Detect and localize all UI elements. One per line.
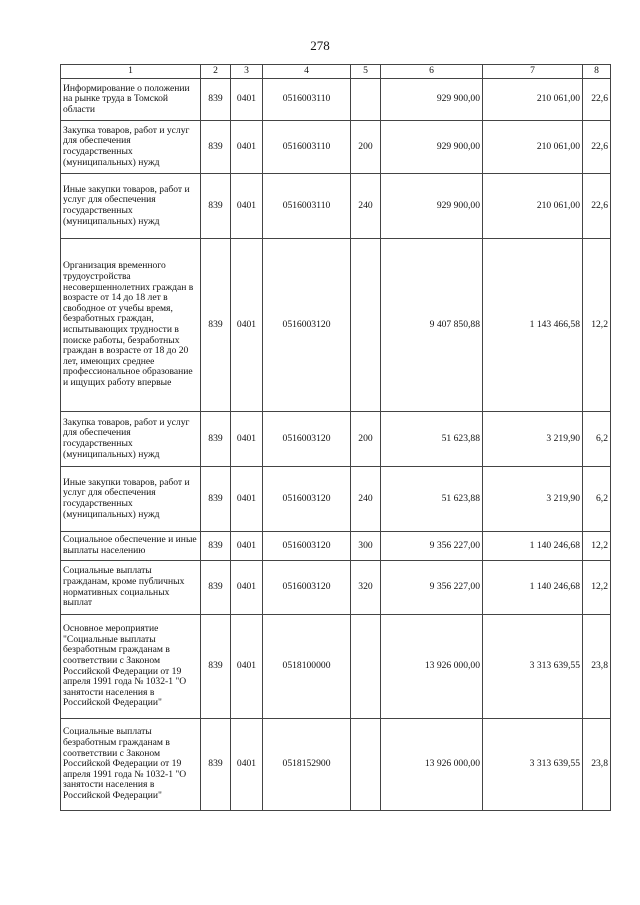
cell-expense-type <box>351 79 381 121</box>
cell-target-article: 0516003120 <box>263 412 351 467</box>
cell-expense-type <box>351 239 381 412</box>
cell-target-article: 0516003110 <box>263 174 351 239</box>
cell-actual: 3 219,90 <box>483 412 583 467</box>
header-cell: 6 <box>381 65 483 79</box>
cell-actual: 210 061,00 <box>483 121 583 174</box>
header-cell: 4 <box>263 65 351 79</box>
cell-section: 0401 <box>231 561 263 615</box>
table-row <box>61 615 611 719</box>
cell-percent: 22,6 <box>583 79 611 121</box>
header-cell: 1 <box>61 65 201 79</box>
cell-actual: 1 140 246,68 <box>483 532 583 561</box>
cell-target-article: 0518100000 <box>263 615 351 719</box>
header-cell: 5 <box>351 65 381 79</box>
cell-section: 0401 <box>231 174 263 239</box>
cell-ministry: 839 <box>201 615 231 719</box>
header-cell: 7 <box>483 65 583 79</box>
cell-actual: 3 219,90 <box>483 467 583 532</box>
cell-target-article: 0516003110 <box>263 79 351 121</box>
cell-plan: 9 356 227,00 <box>381 532 483 561</box>
table-row <box>61 174 611 239</box>
cell-plan: 13 926 000,00 <box>381 719 483 811</box>
cell-target-article: 0516003120 <box>263 467 351 532</box>
cell-section: 0401 <box>231 719 263 811</box>
cell-plan: 9 356 227,00 <box>381 561 483 615</box>
cell-percent: 12,2 <box>583 239 611 412</box>
cell-section: 0401 <box>231 121 263 174</box>
cell-percent: 22,6 <box>583 174 611 239</box>
cell-section: 0401 <box>231 467 263 532</box>
table-row <box>61 532 611 561</box>
cell-target-article: 0516003120 <box>263 561 351 615</box>
table-row <box>61 719 611 811</box>
cell-expense-type: 240 <box>351 467 381 532</box>
cell-ministry: 839 <box>201 79 231 121</box>
row-name: Социальные выплаты гражданам, кроме публичных нормативных социальных выплат <box>61 561 201 615</box>
cell-plan: 13 926 000,00 <box>381 615 483 719</box>
cell-expense-type: 200 <box>351 121 381 174</box>
cell-plan: 929 900,00 <box>381 121 483 174</box>
row-name: Основное мероприятие "Социальные выплаты безработным гражданам в соответствии с Законом Российской Федерации от 19 апреля 1991 года № 1032-1 "О занятости населения в Российской Федерации" <box>61 615 201 719</box>
cell-section: 0401 <box>231 239 263 412</box>
budget-table <box>60 64 611 811</box>
cell-ministry: 839 <box>201 532 231 561</box>
cell-actual: 1 140 246,68 <box>483 561 583 615</box>
header-cell: 8 <box>583 65 611 79</box>
cell-expense-type: 200 <box>351 412 381 467</box>
cell-ministry: 839 <box>201 121 231 174</box>
cell-percent: 23,8 <box>583 615 611 719</box>
cell-target-article: 0516003110 <box>263 121 351 174</box>
cell-target-article: 0516003120 <box>263 532 351 561</box>
table-row <box>61 561 611 615</box>
row-name: Организация временного трудоустройства несовершеннолетних граждан в возрасте от 14 до 18 лет в свободное от учебы время, безработных граждан, испытывающих трудности в поиске работы, безработных граждан в возрасте от 18 до 20 лет, имеющих среднее профессиональное образование и ищущих работу впервые <box>61 239 201 412</box>
cell-expense-type: 300 <box>351 532 381 561</box>
cell-actual: 3 313 639,55 <box>483 719 583 811</box>
header-cell: 3 <box>231 65 263 79</box>
cell-plan: 929 900,00 <box>381 79 483 121</box>
cell-section: 0401 <box>231 79 263 121</box>
cell-ministry: 839 <box>201 467 231 532</box>
header-row <box>61 65 611 79</box>
cell-ministry: 839 <box>201 719 231 811</box>
row-name: Закупка товаров, работ и услуг для обеспечения государственных (муниципальных) нужд <box>61 121 201 174</box>
table-row <box>61 239 611 412</box>
cell-ministry: 839 <box>201 561 231 615</box>
page-number: 278 <box>310 38 330 53</box>
cell-target-article: 0518152900 <box>263 719 351 811</box>
table-row <box>61 121 611 174</box>
row-name: Иные закупки товаров, работ и услуг для обеспечения государственных (муниципальных) нужд <box>61 467 201 532</box>
cell-actual: 1 143 466,58 <box>483 239 583 412</box>
cell-expense-type <box>351 615 381 719</box>
cell-plan: 9 407 850,88 <box>381 239 483 412</box>
table-row <box>61 467 611 532</box>
cell-actual: 3 313 639,55 <box>483 615 583 719</box>
cell-percent: 23,8 <box>583 719 611 811</box>
cell-percent: 6,2 <box>583 412 611 467</box>
cell-section: 0401 <box>231 532 263 561</box>
cell-expense-type: 240 <box>351 174 381 239</box>
cell-ministry: 839 <box>201 239 231 412</box>
cell-expense-type: 320 <box>351 561 381 615</box>
cell-plan: 929 900,00 <box>381 174 483 239</box>
row-name: Информирование о положении на рынке труда в Томской области <box>61 79 201 121</box>
cell-plan: 51 623,88 <box>381 467 483 532</box>
cell-ministry: 839 <box>201 174 231 239</box>
table-row <box>61 79 611 121</box>
table-row <box>61 412 611 467</box>
cell-target-article: 0516003120 <box>263 239 351 412</box>
row-name: Социальное обеспечение и иные выплаты населению <box>61 532 201 561</box>
cell-plan: 51 623,88 <box>381 412 483 467</box>
cell-percent: 12,2 <box>583 561 611 615</box>
cell-actual: 210 061,00 <box>483 174 583 239</box>
cell-section: 0401 <box>231 615 263 719</box>
cell-actual: 210 061,00 <box>483 79 583 121</box>
row-name: Закупка товаров, работ и услуг для обеспечения государственных (муниципальных) нужд <box>61 412 201 467</box>
cell-percent: 6,2 <box>583 467 611 532</box>
cell-expense-type <box>351 719 381 811</box>
cell-percent: 12,2 <box>583 532 611 561</box>
cell-ministry: 839 <box>201 412 231 467</box>
row-name: Социальные выплаты безработным гражданам в соответствии с Законом Российской Федерации от 19 апреля 1991 года № 1032-1 "О занятости населения в Российской Федерации" <box>61 719 201 811</box>
cell-percent: 22,6 <box>583 121 611 174</box>
row-name: Иные закупки товаров, работ и услуг для обеспечения государственных (муниципальных) нужд <box>61 174 201 239</box>
header-cell: 2 <box>201 65 231 79</box>
cell-section: 0401 <box>231 412 263 467</box>
